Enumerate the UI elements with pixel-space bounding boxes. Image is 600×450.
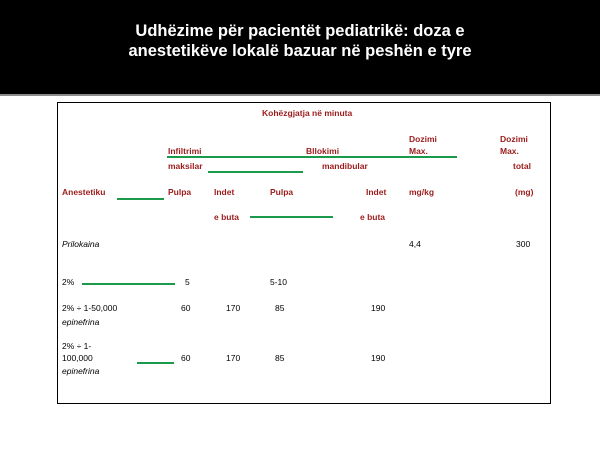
max-dose-total-heading-line1: Dozimi (500, 134, 528, 144)
slide-title-line-2: anestetikëve lokalë bazuar në peshën e tyre (128, 42, 472, 60)
header-divider-line (167, 156, 457, 158)
mg-heading: (mg) (515, 187, 534, 197)
prilokaina-mg: 300 (516, 239, 531, 249)
row-epi50-pulpa-maksilar: 60 (181, 303, 191, 313)
header-divider (0, 94, 600, 96)
slide-title (0, 21, 600, 61)
anestetiku-divider-line (117, 198, 164, 200)
e-buta-mandibular-heading: e buta (360, 212, 386, 222)
row-epi100-indet-mandibular: 190 (371, 353, 386, 363)
maksilar-divider-line (208, 171, 303, 173)
prilokaina-name: Prilokaina (62, 239, 100, 249)
row-2pct-underline (82, 283, 175, 285)
row-epi100-indet-maksilar: 170 (226, 353, 241, 363)
row-epi50-name-line1: 2% ÷ 1-50,000 (62, 303, 118, 313)
row-epi50-indet-mandibular: 190 (371, 303, 386, 313)
max-dose-mgkg-heading-line1: Dozimi (409, 134, 437, 144)
row-epi100-pulpa-mandibular: 85 (275, 353, 285, 363)
max-dose-total-heading-line2: Max. (500, 146, 519, 156)
indet-maksilar-heading: Indet (214, 187, 235, 197)
bllokimi-heading: Bllokimi (306, 146, 340, 156)
row-epi50-pulpa-mandibular: 85 (275, 303, 285, 313)
row-2pct-pulpa-mandibular: 5-10 (270, 277, 288, 287)
row-epi100-name-line1: 2% ÷ 1- (62, 341, 92, 351)
dosage-table-frame (57, 102, 551, 404)
mandibular-heading: mandibular (322, 161, 368, 171)
mgkg-heading: mg/kg (409, 187, 435, 197)
total-heading: total (513, 161, 531, 171)
slide-header (0, 0, 600, 94)
row-epi100-pulpa-maksilar: 60 (181, 353, 191, 363)
duration-heading: Kohëzgjatja në minuta (262, 108, 353, 118)
maksilar-heading: maksilar (168, 161, 203, 171)
prilokaina-mgkg: 4,4 (409, 239, 421, 249)
pulpa-maksilar-heading: Pulpa (168, 187, 192, 197)
e-buta-divider-line (250, 216, 333, 218)
row-epi100-name-line3: epinefrina (62, 366, 100, 376)
anestetiku-heading: Anestetiku (62, 187, 106, 197)
row-2pct-pulpa-maksilar: 5 (185, 277, 190, 287)
row-epi50-indet-maksilar: 170 (226, 303, 241, 313)
row-2pct-name: 2% (62, 277, 75, 287)
indet-mandibular-heading: Indet (366, 187, 387, 197)
infiltrimi-heading: Infiltrimi (168, 146, 202, 156)
row-epi50-name-line2: epinefrina (62, 317, 100, 327)
slide-title-line-1: Udhëzime për pacientët pediatrikë: doza e (135, 22, 465, 40)
row-separator-left (57, 263, 58, 290)
max-dose-mgkg-heading-line2: Max. (409, 146, 428, 156)
row-epi100-underline (137, 362, 174, 364)
e-buta-maksilar-heading: e buta (214, 212, 240, 222)
pulpa-mandibular-heading: Pulpa (270, 187, 294, 197)
row-epi100-name-line2: 100,000 (62, 353, 93, 363)
